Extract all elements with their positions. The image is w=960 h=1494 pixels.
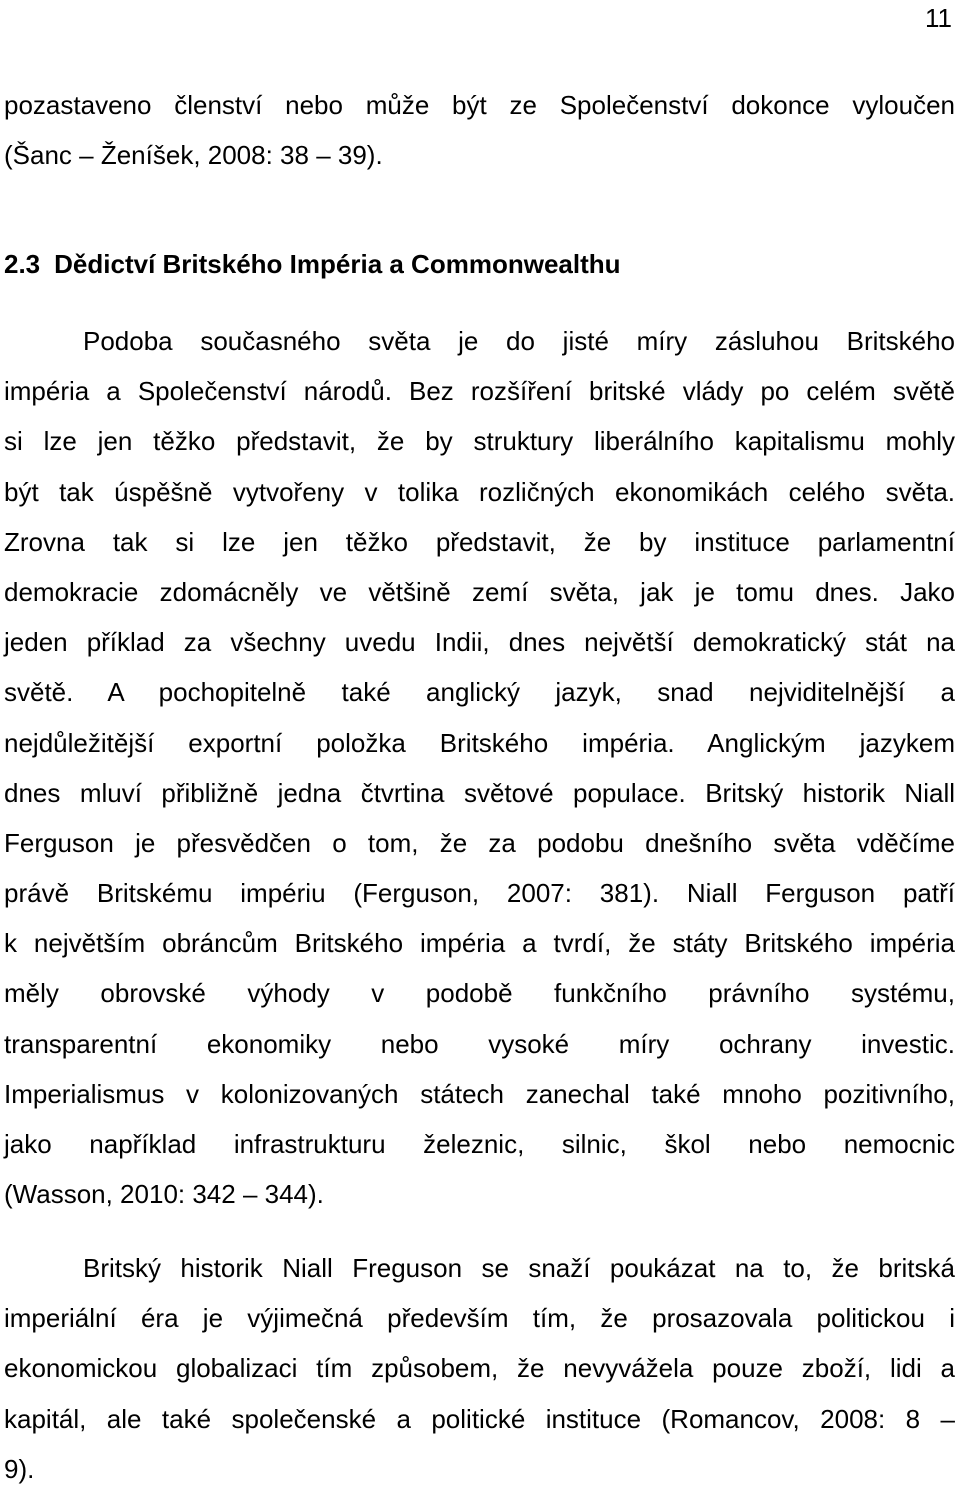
text-line: světě. A pochopitelně také anglický jazyk, snad nejviditelnější a (4, 677, 955, 708)
text-line: Podoba současného světa je do jisté míry zásluhou Britského (83, 326, 955, 356)
text-line: právě Britskému impériu (Ferguson, 2007: 381). Niall Ferguson patří (4, 878, 955, 909)
text-line: být tak úspěšně vytvořeny v tolika rozličných ekonomikách celého světa. (4, 476, 955, 507)
section-heading (4, 239, 621, 289)
text-line: kapitál, ale také společenské a politické instituce (Romancov, 2008: 8 – (4, 1403, 955, 1434)
text-line: pozastaveno členství nebo může být ze Společenství dokonce vyloučen (4, 90, 955, 120)
text-line: imperiální éra je výjimečná především tím, že prosazovala politickou i (4, 1303, 955, 1334)
paragraph-1 (4, 316, 955, 1219)
text-line: jeden příklad za všechny uvedu Indii, dnes největší demokratický stát na (4, 627, 955, 658)
text-line: ekonomickou globalizaci tím způsobem, že nevyvážela pouze zboží, lidi a (4, 1353, 955, 1384)
text-line: (Šanc – Ženíšek, 2008: 38 – 39). (4, 140, 383, 171)
text-line: k největším obráncům Britského impéria a tvrdí, že státy Britského impéria (4, 928, 955, 959)
text-line: (Wasson, 2010: 342 – 344). (4, 1179, 324, 1210)
text-line: nejdůležitější exportní položka Britského impéria. Anglickým jazykem (4, 727, 955, 758)
text-line: dnes mluví přibližně jedna čtvrtina světové populace. Britský historik Niall (4, 777, 955, 808)
text-line: demokracie zdomácněly ve většině zemí světa, jak je tomu dnes. Jako (4, 576, 955, 607)
text-line: měly obrovské výhody v podobě funkčního právního systému, (4, 978, 955, 1009)
text-line: Britský historik Niall Freguson se snaží poukázat na to, že britská (83, 1253, 955, 1283)
text-line: transparentní ekonomiky nebo vysoké míry ochrany investic. (4, 1028, 955, 1059)
text-line: si lze jen těžko představit, že by struktury liberálního kapitalismu mohly (4, 426, 955, 457)
text-line: impéria a Společenství národů. Bez rozšíření britské vlády po celém světě (4, 376, 955, 407)
text-line: 9). (4, 1453, 35, 1484)
paragraph-2 (4, 1243, 955, 1494)
section-number: 2.3 (4, 249, 41, 279)
page-number: 11 (925, 3, 952, 33)
text-line: Zrovna tak si lze jen těžko představit, že by instituce parlamentní (4, 526, 955, 557)
text-line: jako například infrastrukturu železnic, silnic, škol nebo nemocnic (4, 1129, 955, 1159)
text-line: Imperialismus v kolonizovaných státech zanechal také mnoho pozitivního, (4, 1078, 955, 1109)
text-line: Ferguson je přesvědčen o tom, že za podobu dnešního světa vděčíme (4, 827, 955, 858)
section-title: Dědictví Britského Impéria a Commonwealthu (54, 249, 621, 279)
continuation-text (4, 80, 955, 180)
